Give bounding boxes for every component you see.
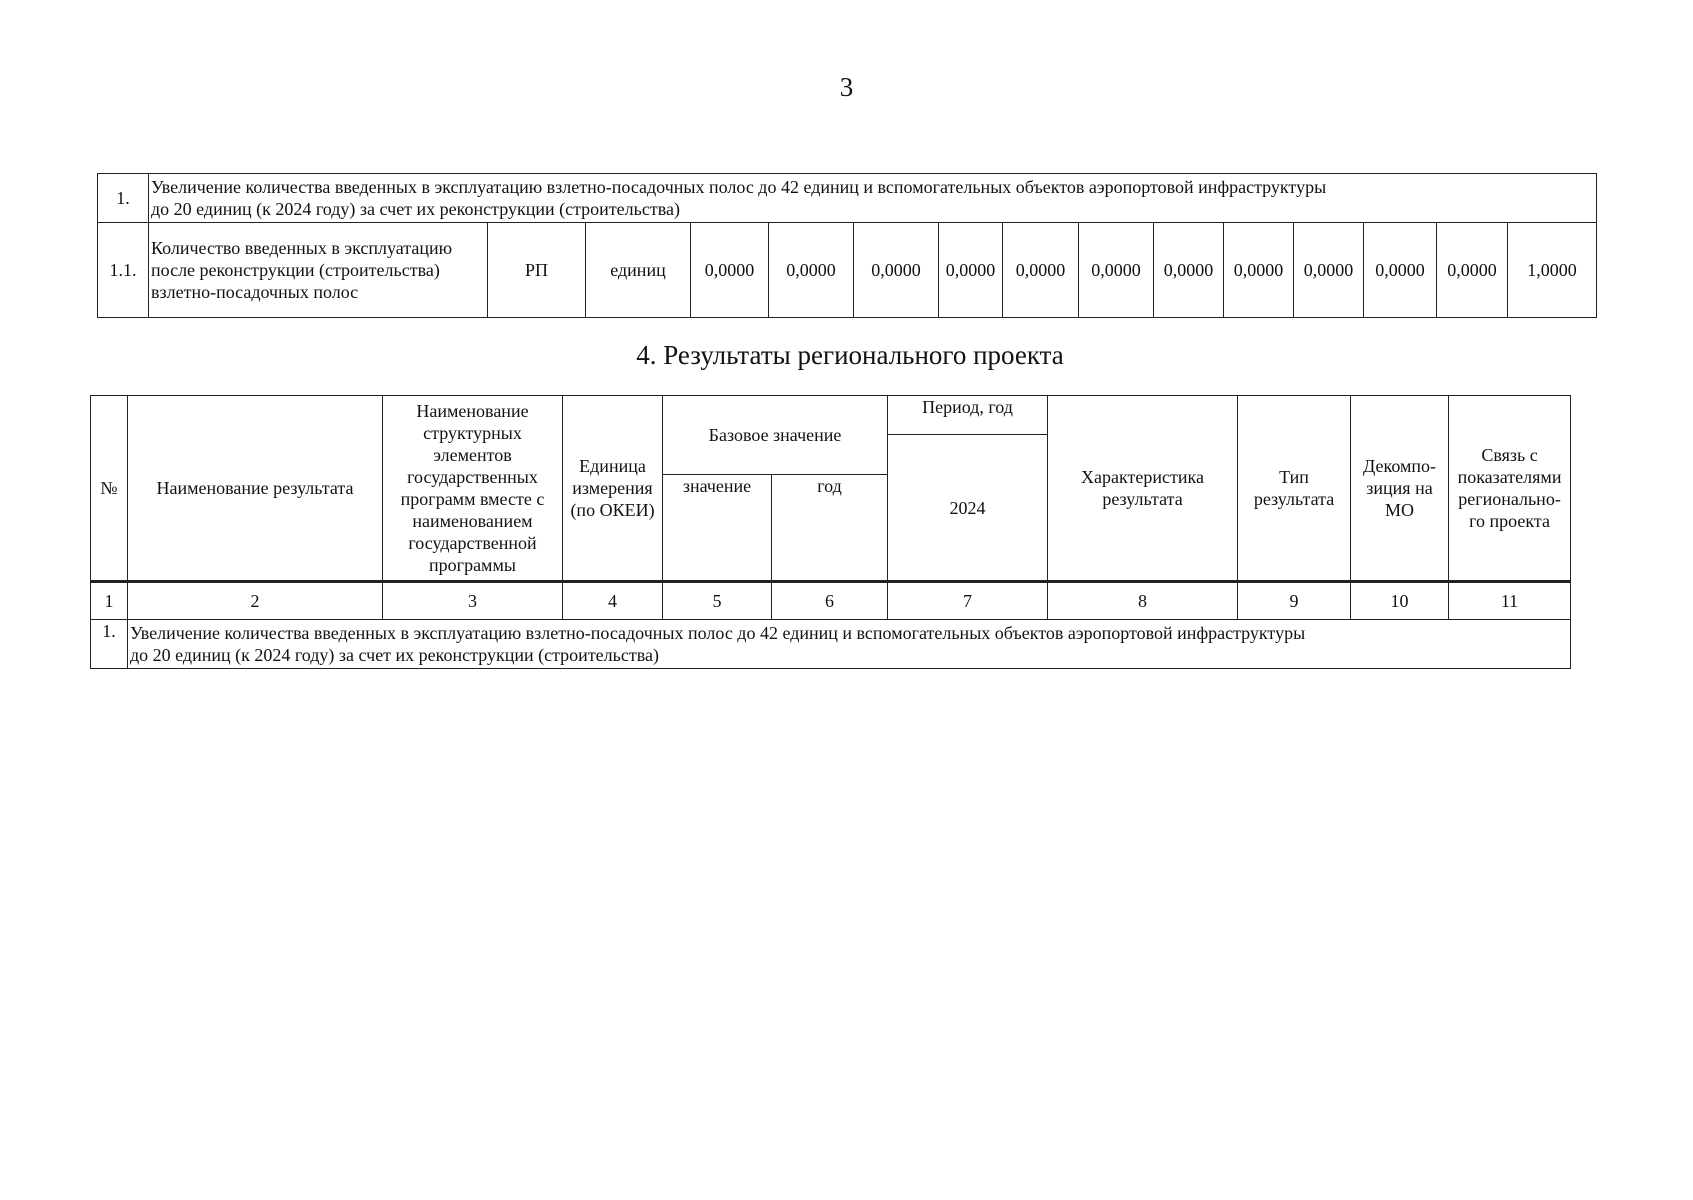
results-goal-number: 1. [91, 620, 128, 669]
indicator-value: 0,0000 [1154, 223, 1224, 318]
indicator-value: 0,0000 [1224, 223, 1294, 318]
column-number: 11 [1449, 582, 1571, 620]
indicator-value: 0,0000 [854, 223, 939, 318]
column-number: 6 [772, 582, 888, 620]
indicator-row [98, 223, 1597, 318]
indicator-value: 0,0000 [939, 223, 1003, 318]
header-unit: Единица измерения (по ОКЕИ) [563, 396, 663, 582]
results-goal-text-line-1: Увеличение количества введенных в эксплуатацию взлетно-посадочных полос до 42 единиц и вспомогательных объектов аэропортовой инфраструктуры [130, 623, 1306, 643]
indicator-value: 0,0000 [1079, 223, 1154, 318]
results-goal-row [91, 620, 1571, 669]
column-number: 7 [888, 582, 1048, 620]
indicator-value: 0,0000 [1364, 223, 1437, 318]
column-numbers-row [91, 582, 1571, 620]
results-table [90, 395, 1571, 669]
header-structural-elements: Наименование структурных элементов государственных программ вместе с наименованием государственной программы [383, 396, 563, 582]
header-result-type: Тип результата [1238, 396, 1351, 582]
column-number: 2 [128, 582, 383, 620]
goal-row [98, 174, 1597, 223]
goal-text-line-1: Увеличение количества введенных в эксплуатацию взлетно-посадочных полос до 42 единиц и вспомогательных объектов аэропортовой инфраструктуры [151, 177, 1327, 197]
column-number: 8 [1048, 582, 1238, 620]
indicator-value: 0,0000 [1437, 223, 1508, 318]
column-number: 4 [563, 582, 663, 620]
column-number: 1 [91, 582, 128, 620]
indicator-level: РП [488, 223, 586, 318]
section-title: 4. Результаты регионального проекта [636, 340, 1064, 370]
indicator-value: 0,0000 [1003, 223, 1079, 318]
header-base-value: Базовое значение [663, 396, 888, 475]
indicator-value: 0,0000 [691, 223, 769, 318]
indicators-table [97, 173, 1597, 318]
header-base-value-value: значение [663, 475, 772, 582]
header-period: Период, год [888, 396, 1048, 435]
header-result-name: Наименование результата [128, 396, 383, 582]
column-number: 10 [1351, 582, 1449, 620]
results-goal-text-line-2: до 20 единиц (к 2024 году) за счет их реконструкции (строительства) [130, 645, 659, 665]
indicator-value: 0,0000 [769, 223, 854, 318]
indicator-value: 1,0000 [1508, 223, 1597, 318]
indicator-number: 1.1. [98, 223, 149, 318]
goal-row-number: 1. [98, 174, 149, 223]
column-number: 9 [1238, 582, 1351, 620]
header-period-year: 2024 [888, 435, 1048, 582]
header-decomposition: Декомпо-зиция на МО [1351, 396, 1449, 582]
indicator-unit: единиц [586, 223, 691, 318]
header-base-value-year: год [772, 475, 888, 582]
header-row-1 [91, 396, 1571, 435]
goal-row-text [149, 174, 1597, 223]
page-number: 3 [839, 72, 854, 102]
column-number: 3 [383, 582, 563, 620]
goal-text-line-2: до 20 единиц (к 2024 году) за счет их реконструкции (строительства) [151, 199, 680, 219]
indicator-name: Количество введенных в эксплуатацию после реконструкции (строительства) взлетно-посадочных полос [149, 223, 488, 318]
indicator-value: 0,0000 [1294, 223, 1364, 318]
results-goal-text [128, 620, 1571, 669]
header-link: Связь с показателями регионально-го проекта [1449, 396, 1571, 582]
header-characteristic: Характеристика результата [1048, 396, 1238, 582]
header-num: № [91, 396, 128, 582]
column-number: 5 [663, 582, 772, 620]
